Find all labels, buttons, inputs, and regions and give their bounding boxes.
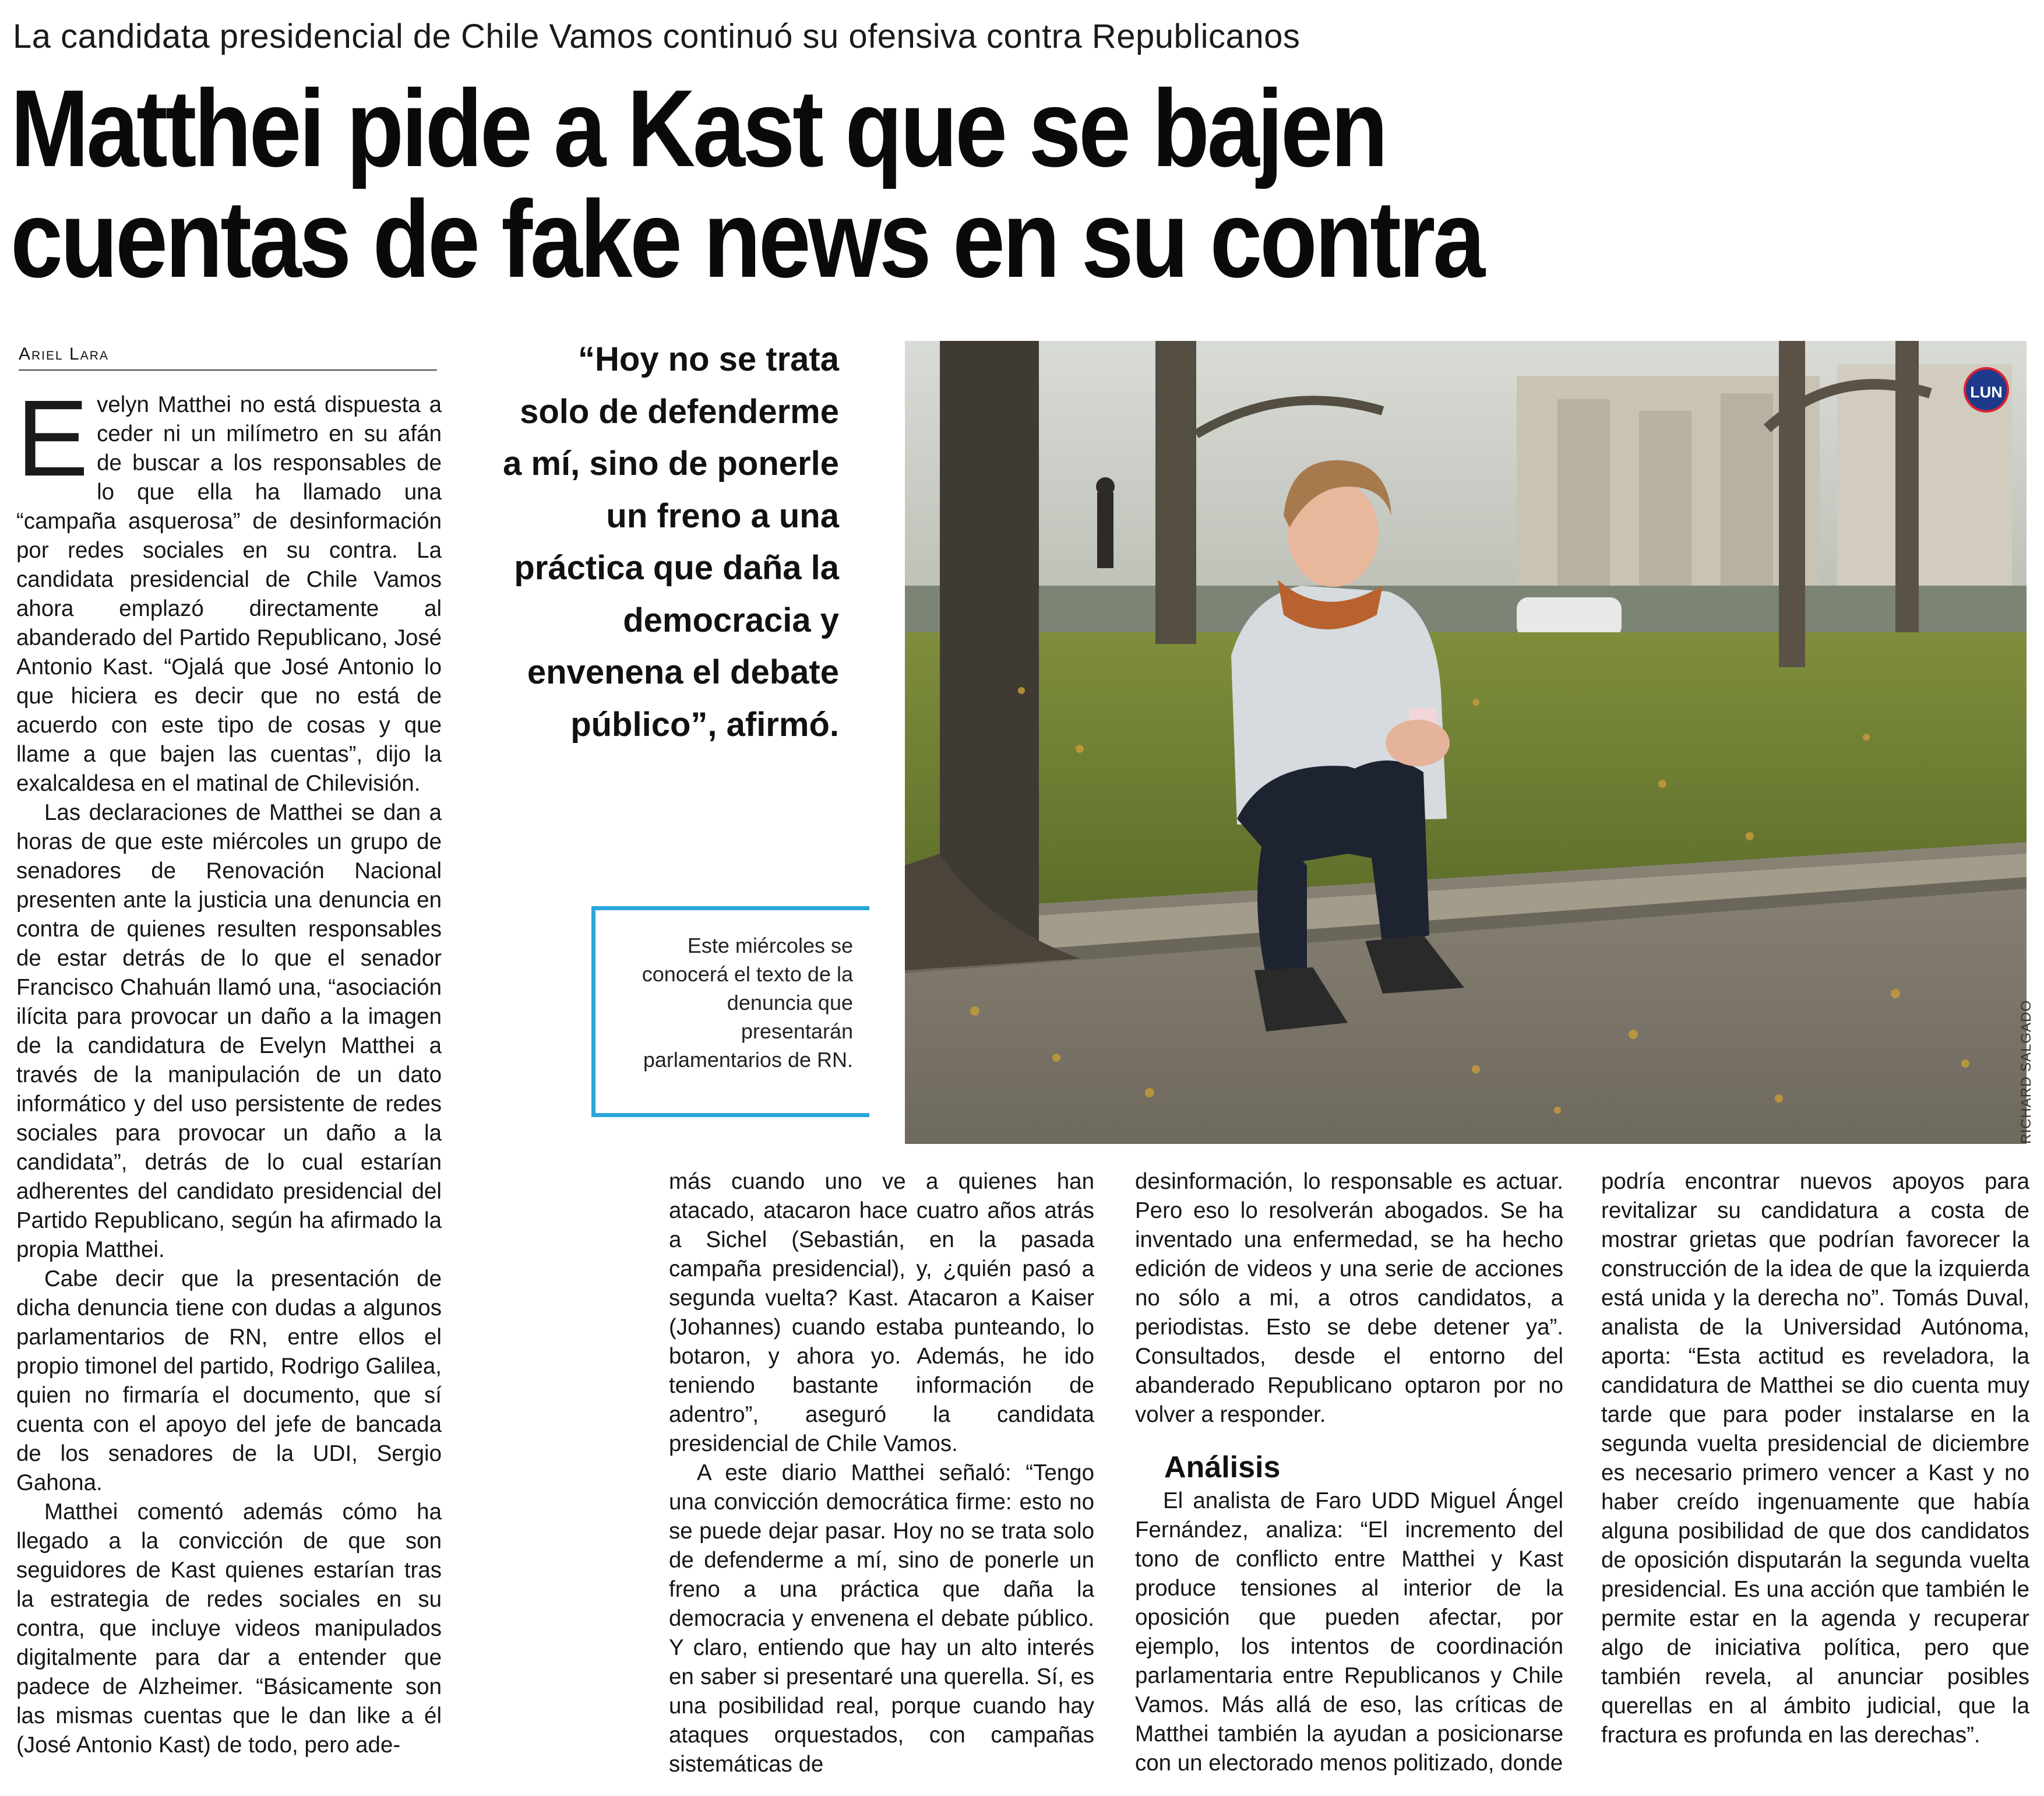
headline-line-2: cuentas de fake news en su contra [10,178,1483,300]
article-column-2 [669,1167,1094,1779]
headline-line-1: Matthei pide a Kast que se bajen [10,67,1386,189]
paragraph: Las declaraciones de Matthei se dan a horas de que este miércoles un grupo de senadores de Renovación Nacional presenten ante la justicia una denuncia en contra de quienes resulten responsables de estar detrás de lo que el senador Francisco Chahuán llamó una, “asociación ilícita para provocar un daño a la imagen de la candidatura de Evelyn Matthei a través de la manipulación de un dato informático y del uso persistente de redes sociales para provocar un daño a la candidata”, detrás de lo cual estarían adherentes del candidato presidencial del Partido Republicano, según ha afirmado la propia Matthei. [16,800,442,1262]
kicker: La candidata presidencial de Chile Vamos continuó su ofensiva contra Republicanos [13,17,1301,55]
drop-cap: E [16,378,89,499]
pull-quote: “Hoy no se trata solo de defenderme a mí, sino de ponerle un freno a una práctica que daña la democracia y envenena el debate público”, afirmó. [503,340,839,744]
paragraph [16,378,442,798]
article-column-3 [1135,1167,1563,1778]
paragraph: Cabe decir que la presentación de dicha denuncia tiene con dudas a algunos parlamentarios de RN, entre ellos el propio timonel del partido, Rodrigo Galilea, quien no firmaría el documento, que sí cuenta con el apoyo del jefe de bancada de los senadores de la UDI, Sergio Gahona. [16,1266,442,1495]
paragraph: A este diario Matthei señaló: “Tengo una convicción democrática firme: esto no se puede dejar pasar. Hoy no se trata solo de defenderme a mí, sino de ponerle un freno a una práctica que daña la democracia y envenena el debate público. Y claro, entiendo que hay un alto interés en saber si presentaré una querella. Sí, es una posibilidad real, porque cuando hay ataques orquestados, con campañas sistemáticas de [669,1460,1094,1777]
headline [10,67,1745,300]
article-photo [905,341,2027,1144]
subhead-analisis: Análisis [1164,1450,1281,1484]
photo-credit: RICHARD SALGADO [2018,999,2034,1144]
paragraph: más cuando uno ve a quienes han atacado, atacaron hace cuatro años atrás a Sichel (Sebastián, en la pasada campaña presidencial), y, ¿quién pasó a segunda vuelta? Kast. Atacaron a Kaiser (Johannes) cuando estaba punteando, lo botaron, y ahora yo. Además, he ido teniendo bastante información de adentro”, aseguró la candidata presidencial de Chile Vamos. [669,1169,1094,1456]
paragraph-text: velyn Matthei no está dispuesta a ceder ni un milímetro en su afán de buscar a los responsables de lo que ella ha llamado una “campaña asquerosa” de desinformación por redes sociales en su contra. La candidata presidencial de Chile Vamos ahora emplazó directamente al abanderado del Partido Republicano, José Antonio Kast. “Ojalá que José Antonio lo que hiciera es decir que no está de acuerdo con este tipo de cosas y que llame a que bajen las cuentas”, dijo la exalcaldesa en el matinal de Chilevisión. [16,392,442,796]
park-photo-illustration [905,341,2027,1144]
paragraph: Matthei comentó además cómo ha llegado a la convicción de que son seguidores de Kast quienes estarían tras la estrategia de redes sociales en su contra, que incluye videos manipulados digitalmente para dar a entender que padece de Alzheimer. “Básicamente son las mismas cuentas que le dan like a él (José Antonio Kast) de todo, pero ade- [16,1499,442,1758]
article-column-4 [1601,1167,2029,1750]
paragraph: desinformación, lo responsable es actuar. Pero eso lo resolverán abogados. Se ha inventado una enfermedad, se ha hecho edición de videos y una serie de acciones no sólo a mi, a otros candidatos, a periodistas. Esto se debe detener ya”. Consultados, desde el entorno del abanderado Republicano optaron por no volver a responder. [1135,1169,1563,1427]
paragraph: podría encontrar nuevos apoyos para revitalizar su candidatura a costa de mostrar grietas que podrían favorecer la construcción de la idea de que la izquierda está unida y la derecha no”. Tomás Duval, analista de la Universidad Autónoma, aporta: “Esta actitud es reveladora, la candidatura de Matthei se dio cuenta muy tarde que para poder instalarse en la segunda vuelta presidencial de diciembre es necesario primero vencer a Kast y no haber creído ingenuamente que había alguna posibilidad de que dos candidatos de oposición disputarán la segunda vuelta presidencial. Es una acción que también le permite estar en la agenda y recuperar algo de iniciativa política, pero que también revela, al anunciar posibles querellas en al ámbito judicial, que la fractura es profunda en las derechas”. [1601,1169,2029,1748]
lun-logo: LUN [1964,367,2009,413]
article-column-1 [16,378,442,1760]
photo-caption: Este miércoles se conocerá el texto de la denuncia que presentarán parlamentarios de RN. [642,934,853,1072]
paragraph: El analista de Faro UDD Miguel Ángel Fernández, analiza: “El incremento del tono de conflicto entre Matthei y Kast produce tensiones al interior de la oposición que pueden afectar, por ejemplo, los intentos de coordinación parlamentaria entre Republicanos y Chile Vamos. Más allá de eso, las críticas de Matthei también la ayudan a posicionarse con un electorado menos politizado, donde [1135,1488,1563,1776]
byline: Ariel Lara [19,343,437,371]
